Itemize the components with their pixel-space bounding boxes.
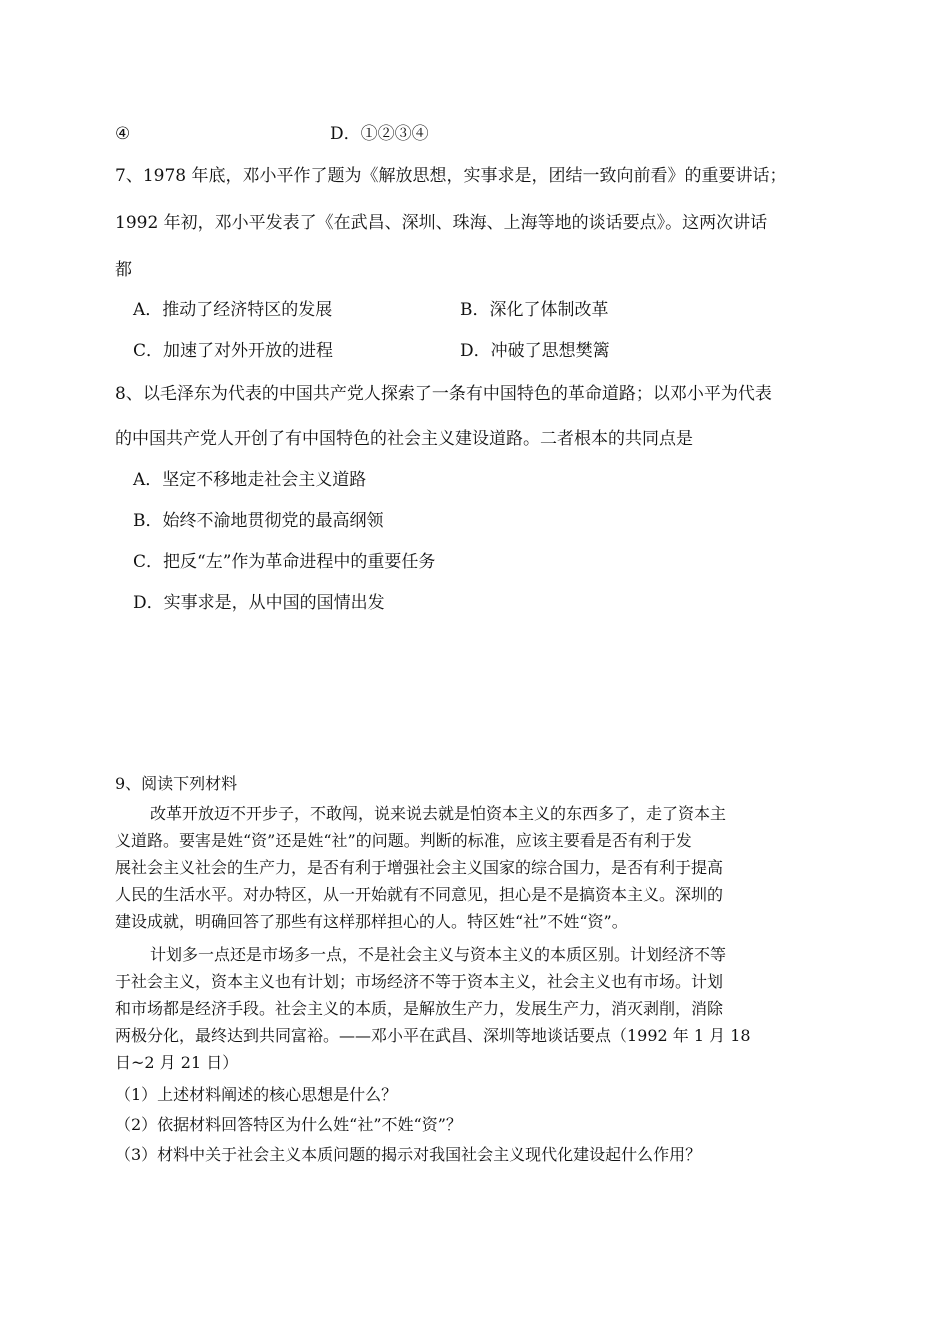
q9-para1-line-3: 展社会主义社会的生产力，是否有利于增强社会主义国家的综合国力，是否有利于提高 [115,858,724,877]
q9-para2-line-1: 计划多一点还是市场多一点，不是社会主义与资本主义的本质区别。计划经济不等 [150,945,727,964]
q9-para1-line-2: 义道路。要害是姓“资”还是姓“社”的问题。判断的标准，应该主要看是否有利于发 [115,831,692,850]
q8-stem-line-1: 8、以毛泽东为代表的中国共产党人探索了一条有中国特色的革命道路；以邓小平为代表 [115,384,772,404]
q7-stem-line-1: 7、1978 年底，邓小平作了题为《解放思想，实事求是，团结一致向前看》的重要讲话； [115,166,787,186]
q9-title: 9、阅读下列材料 [115,774,238,793]
q9-para2-line-2: 于社会主义，资本主义也有计划；市场经济不等于资本主义，社会主义也有市场。计划 [115,972,724,991]
q8-option-d: D．实事求是，从中国的国情出发 [133,593,385,613]
q7-option-d: D．冲破了思想樊篱 [460,341,610,361]
q9-para1-line-5: 建设成就，明确回答了那些有这样那样担心的人。特区姓“社”不姓“资”。 [115,912,628,931]
q7-stem-line-2: 1992 年初，邓小平发表了《在武昌、深圳、珠海、上海等地的谈话要点》。这两次讲话 [115,213,768,233]
prev-option-fragment: ④ [115,124,131,144]
q8-option-a: A．坚定不移地走社会主义道路 [133,470,367,490]
q9-subquestion-3: （3）材料中关于社会主义本质问题的揭示对我国社会主义现代化建设起什么作用？ [115,1145,702,1164]
q9-para1-line-1: 改革开放迈不开步子，不敢闯，说来说去就是怕资本主义的东西多了，走了资本主 [150,804,727,823]
q9-para1-line-4: 人民的生活水平。对办特区，从一开始就有不同意见，担心是不是搞资本主义。深圳的 [115,885,724,904]
q7-option-a: A．推动了经济特区的发展 [133,300,333,320]
q8-stem-line-2: 的中国共产党人开创了有中国特色的社会主义建设道路。二者根本的共同点是 [115,429,693,449]
q8-option-b: B．始终不渝地贯彻党的最高纲领 [133,511,384,531]
q9-subquestion-2: （2）依据材料回答特区为什么姓“社”不姓“资”？ [115,1115,462,1134]
q7-option-c: C．加速了对外开放的进程 [133,341,334,361]
q9-para2-line-3: 和市场都是经济手段。社会主义的本质，是解放生产力，发展生产力，消灭剥削，消除 [115,999,724,1018]
q7-option-b: B．深化了体制改革 [460,300,609,320]
q8-option-c: C．把反“左”作为革命进程中的重要任务 [133,552,436,572]
q7-stem-line-3: 都 [115,260,132,280]
prev-option-d: D．①②③④ [330,124,429,144]
q9-para2-line-5: 日~2 月 21 日） [115,1053,239,1072]
q9-para2-line-4: 两极分化，最终达到共同富裕。——邓小平在武昌、深圳等地谈话要点（1992 年 1 月 18 [115,1026,751,1045]
q9-subquestion-1: （1）上述材料阐述的核心思想是什么？ [115,1085,398,1104]
